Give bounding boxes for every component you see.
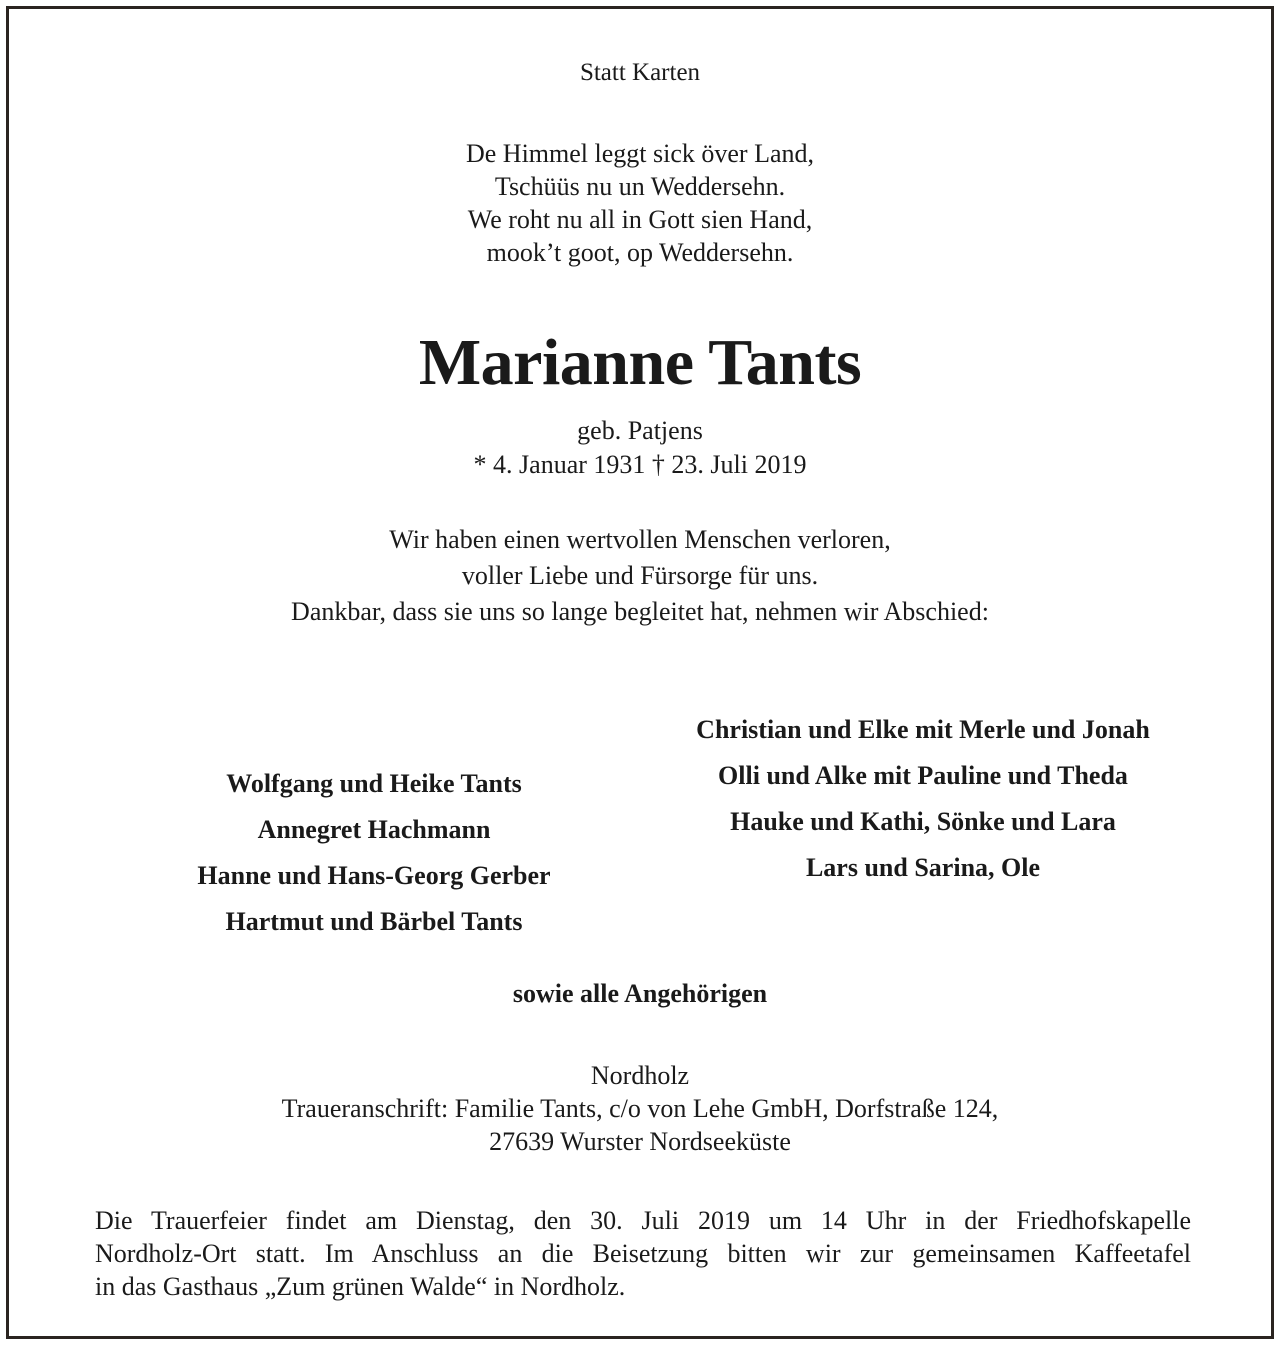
mourner-name: Hauke und Kathi, Sönke und Lara <box>730 807 1116 836</box>
mourner-name: Christian und Elke mit Merle und Jonah <box>696 715 1150 744</box>
farewell-line: Wir haben einen wertvollen Menschen verloren, <box>389 525 891 554</box>
mourner-name: Annegret Hachmann <box>257 815 491 844</box>
intro-line: Statt Karten <box>579 59 701 86</box>
poem-line: Tschüüs nu un Weddersehn. <box>494 172 786 201</box>
poem <box>9 137 1271 269</box>
poem-line: mook’t goot, op Weddersehn. <box>486 238 794 267</box>
relatives-line: sowie alle Angehörigen <box>512 979 768 1008</box>
ceremony-line: Nordholz-Ort statt. Im Anschluss an die Beisetzung bitten wir zur gemeinsamen Kaffeetafel <box>95 1239 1191 1268</box>
farewell-line: Dankbar, dass sie uns so lange begleitet hat, nehmen wir Abschied: <box>291 597 989 626</box>
mourner-name: Hartmut und Bärbel Tants <box>225 907 523 936</box>
mourning-address <box>9 1059 1271 1158</box>
address-line: Traueranschrift: Familie Tants, c/o von Lehe GmbH, Dorfstraße 124, <box>281 1094 999 1123</box>
mourners-left-column <box>89 761 659 945</box>
farewell-text <box>9 522 1271 630</box>
deceased-details <box>9 414 1271 482</box>
mourner-name: Hanne und Hans-Georg Gerber <box>197 861 551 890</box>
ceremony-line: in das Gasthaus „Zum grünen Walde“ in Nordholz. <box>95 1272 626 1301</box>
maiden-name: geb. Patjens <box>577 416 703 445</box>
ceremony-info <box>95 1204 1191 1303</box>
address-line: 27639 Wurster Nordseeküste <box>489 1127 791 1156</box>
ceremony-line: Die Trauerfeier findet am Dienstag, den 30. Juli 2019 um 14 Uhr in der Friedhofskapelle <box>95 1206 1191 1235</box>
mourners-right-column <box>623 707 1223 891</box>
life-dates: * 4. Januar 1931 † 23. Juli 2019 <box>473 450 807 479</box>
address-line: Nordholz <box>590 1061 690 1090</box>
deceased-name: Marianne Tants <box>418 326 862 399</box>
obituary-notice <box>6 6 1274 1339</box>
poem-line: We roht nu all in Gott sien Hand, <box>467 205 813 234</box>
mourner-name: Lars und Sarina, Ole <box>805 853 1041 882</box>
poem-line: De Himmel leggt sick över Land, <box>465 139 815 168</box>
mourner-name: Wolfgang und Heike Tants <box>226 769 522 798</box>
mourner-name: Olli und Alke mit Pauline und Theda <box>718 761 1128 790</box>
farewell-line: voller Liebe und Fürsorge für uns. <box>461 561 819 590</box>
